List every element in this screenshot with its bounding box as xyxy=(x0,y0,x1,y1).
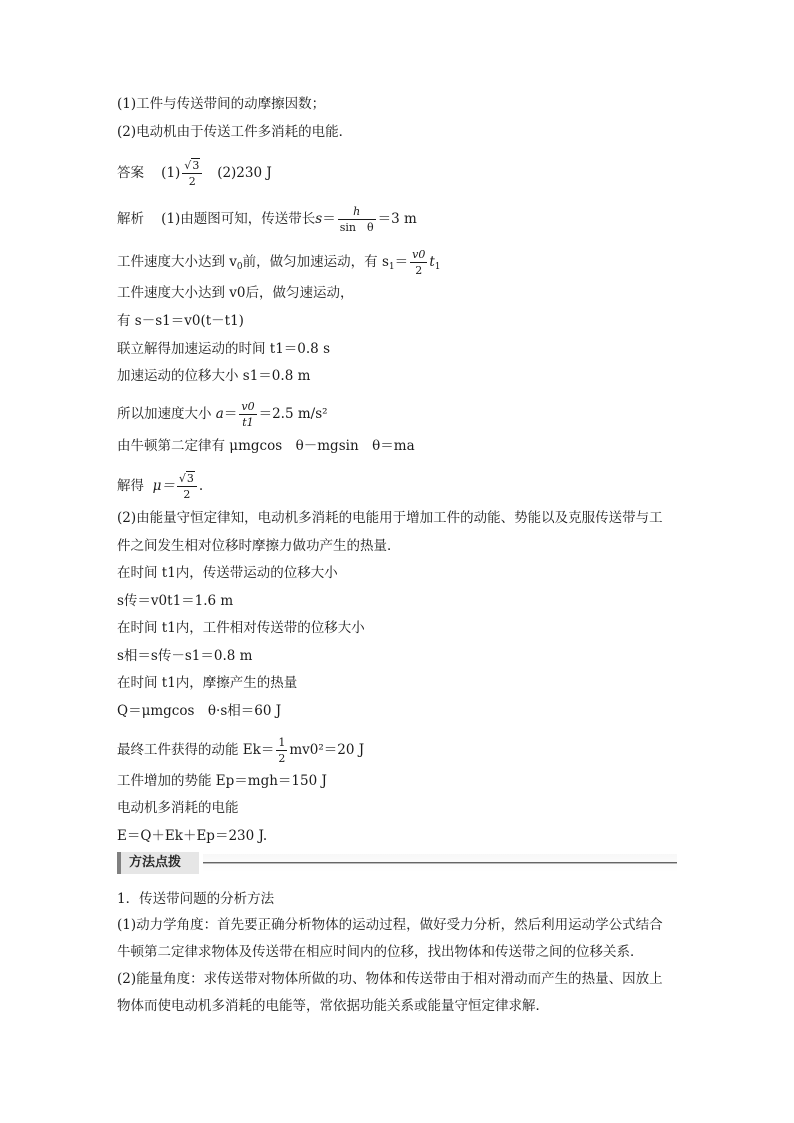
method-p2-line2: 物体而使电动机多消耗的电能等，常依据功能关系或能量守恒定律求解． xyxy=(117,998,549,1014)
analysis-line-15: s相＝s传－s1＝0.8 m xyxy=(117,648,253,664)
analysis-l9-den: 2 xyxy=(183,488,191,501)
answer-denominator: 2 xyxy=(188,175,196,188)
analysis-l2-num: v0 xyxy=(412,248,426,261)
section-title: 方法点拨 xyxy=(117,852,199,874)
analysis-l18-end: mv0²＝20 J xyxy=(289,742,365,758)
method-p2-line1: (2)能量角度：求传送带对物体所做的功、物体和传送带由于相对滑动而产生的热量、因放上 xyxy=(117,971,663,987)
section-header-method xyxy=(117,852,677,874)
analysis-l7-text: 所以加速度大小 xyxy=(117,406,212,422)
analysis-line-19: 工件增加的势能 Ep＝mgh＝150 J xyxy=(117,773,327,789)
analysis-line-6: 加速运动的位移大小 s1＝0.8 m xyxy=(117,368,311,384)
answer-label: 答案 xyxy=(117,165,144,181)
question-2: (2)电动机由于传送工件多消耗的电能． xyxy=(117,124,353,140)
analysis-line-13: s传＝v0t1＝1.6 m xyxy=(117,593,234,609)
answer-fraction: $\frac{√3}{2}$ xyxy=(182,160,202,187)
analysis-l9-fraction: $\frac{√3}{2}$ xyxy=(177,473,197,500)
analysis-line-18 xyxy=(117,736,365,765)
analysis-line-17: Q＝μmgcos θ·s相＝60 J xyxy=(117,703,282,719)
analysis-l7-num: v0 xyxy=(241,400,255,413)
analysis-l9-sqrt: 3 xyxy=(186,472,194,485)
analysis-l1-result: ＝3 m xyxy=(377,211,417,227)
analysis-line-5: 联立解得加速运动的时间 t1＝0.8 s xyxy=(117,341,330,357)
answer-part1-prefix: (1) xyxy=(161,165,181,181)
analysis-line-11: 件之间发生相对位移时摩擦力做功产生的热量． xyxy=(117,538,401,554)
analysis-l1-den: sin θ xyxy=(339,221,374,234)
analysis-label: 解析 xyxy=(117,211,144,227)
analysis-l1-num: h xyxy=(338,206,376,220)
analysis-l2-eq: ＝ xyxy=(394,254,409,270)
analysis-l2-text2: 前，做匀加速运动，有 s xyxy=(242,254,389,270)
analysis-line-12: 在时间 t1内，传送带运动的位移大小 xyxy=(117,565,338,581)
answer-line xyxy=(117,159,272,188)
analysis-line-20: 电动机多消耗的电能 xyxy=(117,800,239,816)
analysis-line-14: 在时间 t1内，工件相对传送带的位移大小 xyxy=(117,620,365,636)
analysis-l7-a: a xyxy=(215,406,224,422)
analysis-l2-sub: 0 xyxy=(236,262,243,272)
analysis-l2-s1sub: 1 xyxy=(388,262,395,272)
analysis-l2-den: 2 xyxy=(415,264,423,277)
analysis-l18-text: 最终工件获得的动能 Ek＝ xyxy=(117,742,275,758)
analysis-l18-num: 1 xyxy=(278,736,286,749)
analysis-line-7 xyxy=(117,400,328,429)
analysis-l1-fraction xyxy=(338,206,376,233)
section-rule xyxy=(203,862,677,864)
analysis-l7-den: t1 xyxy=(242,416,254,429)
analysis-l2-text: 工件速度大小达到 v xyxy=(117,254,237,270)
analysis-line-8: 由牛顿第二定律有 μmgcos θ－mgsin θ＝ma xyxy=(117,438,415,454)
analysis-l9-mu: μ＝ xyxy=(152,478,175,494)
analysis-line-21: E＝Q＋Ek＋Ep＝230 J. xyxy=(117,828,268,844)
analysis-l1-text: (1)由题图可知，传送带长 xyxy=(161,211,316,227)
analysis-l2-tsub: 1 xyxy=(434,262,441,272)
analysis-line-3: 工件速度大小达到 v0后，做匀速运动， xyxy=(117,285,354,301)
method-p1-line2: 牛顿第二定律求物体及传送带在相应时间内的位移，找出物体和传送带之间的位移关系． xyxy=(117,944,644,960)
analysis-l18-den: 2 xyxy=(278,752,286,765)
method-p1-line1: (1)动力学角度：首先要正确分析物体的运动过程，做好受力分析，然后利用运动学公式结合 xyxy=(117,917,663,933)
answer-part2: (2)230 J xyxy=(217,165,272,181)
analysis-line-1 xyxy=(117,205,417,234)
analysis-l9-text: 解得 xyxy=(117,478,144,494)
analysis-l1-s: s xyxy=(315,211,323,227)
analysis-line-4: 有 s－s1＝v0(t－t1) xyxy=(117,313,244,329)
method-heading: 1．传送带问题的分析方法 xyxy=(117,891,275,907)
analysis-l2-t: t xyxy=(429,254,435,270)
analysis-l7-result: ＝2.5 m/s² xyxy=(258,406,328,422)
analysis-l7-eq: ＝ xyxy=(223,406,238,422)
answer-sqrt-value: 3 xyxy=(192,159,200,172)
analysis-l9-end: . xyxy=(198,478,204,494)
analysis-l18-fraction xyxy=(276,737,287,764)
analysis-l2-fraction xyxy=(410,249,427,276)
analysis-line-2 xyxy=(117,248,441,277)
analysis-l7-fraction xyxy=(239,401,256,428)
analysis-line-9 xyxy=(117,472,204,501)
question-1: (1)工件与传送带间的动摩擦因数； xyxy=(117,96,326,112)
analysis-line-10: (2)由能量守恒定律知，电动机多消耗的电能用于增加工件的动能、势能以及克服传送带与工 xyxy=(117,510,663,526)
analysis-line-16: 在时间 t1内，摩擦产生的热量 xyxy=(117,675,298,691)
analysis-l1-eq: ＝ xyxy=(322,211,336,227)
